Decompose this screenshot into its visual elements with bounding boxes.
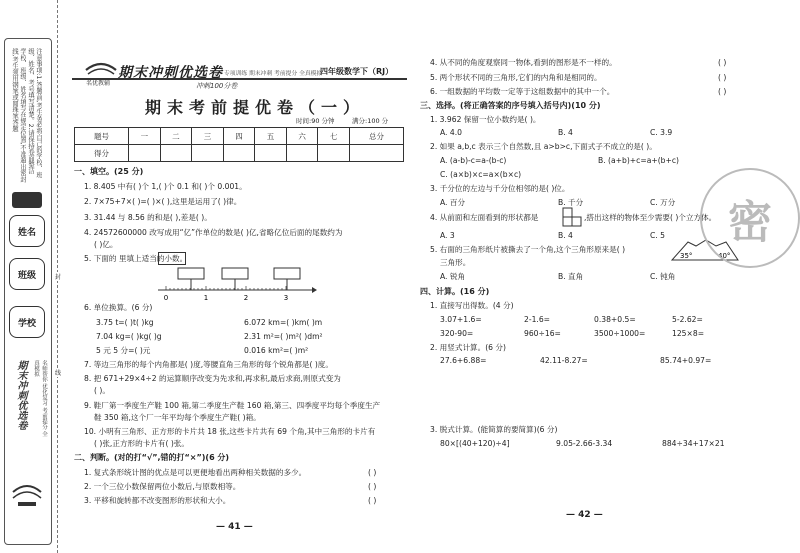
school-field-box [9,306,45,338]
question-3: 3. 31.44 与 8.56 的和是( ),差是( )。 [84,213,212,222]
score-cell[interactable] [192,145,224,162]
page-number: — 41 — [216,522,253,532]
score-cell[interactable] [349,145,403,162]
answer-paren[interactable]: ( ) [718,58,727,67]
calc-item: 5-2.62= [672,315,703,324]
grade-label: 四年级数学下（RJ） [320,67,394,76]
choice-option[interactable]: C. 3.9 [650,128,673,137]
score-table-header: 总分 [349,128,403,145]
calc-item: 85.74+0.97= [660,356,712,365]
score-table-header: 四 [223,128,255,145]
q6-item: 2.31 m²=( )m²( )dm² [244,332,323,341]
class-field-label: 班级 [17,270,36,281]
choice-option[interactable]: A. (a-b)-c=a-(b-c) [440,156,507,165]
judge-3: 3. 平移和旋转都不改变图形的形状和大小。 [84,496,231,505]
score-cell[interactable] [223,145,255,162]
choice-option[interactable]: A. 3 [440,231,455,240]
answer-paren[interactable]: ( ) [718,87,727,96]
calc-item: 960÷16= [524,329,561,338]
judge-2: 2. 一个三位小数保留两位小数后,与原数相等。 [84,482,241,491]
q6-item: 5 元 5 分=( )元 [96,346,151,355]
question-9-cont: 鞋 350 箱,这个厂一年平均每个季度生产鞋( )箱。 [94,413,261,422]
question-1: 1. 8.405 中有( )个 1,( )个 0.1 和( )个 0.001。 [84,182,247,191]
tick-label: 2 [243,294,249,302]
calc-item: 884÷34+17×21 [662,439,725,448]
choice-option[interactable]: B. 4 [558,128,573,137]
choice-1: 1. 3.962 保留一位小数约是( )。 [430,115,541,124]
score-table-header: 五 [255,128,287,145]
tick-label: 0 [163,294,169,302]
judge-5: 5. 两个形状不同的三角形,它们的内角和是相同的。 [430,73,602,82]
calc-item: 125×8= [672,329,705,338]
question-4: 4. 24572600000 改写成用“亿”作单位的数是( )亿,省略亿位后面的尾数约为 [84,228,343,237]
page-title: 期末考前提优卷（一） [145,98,366,117]
judge-1: 1. 复式条形统计图的优点是可以更便地看出两种相关数据的多少。 [84,468,307,477]
dash-label-1: 封 [55,274,62,281]
question-6: 6. 单位换算。(6 分) [84,303,153,312]
choice-4: 4. 从前面和左面看到的形状都是 [430,213,539,222]
angle-label: 40° [718,252,731,260]
section-choice: 三、选择。(将正确答案的序号填入括号内)(10 分) [420,101,601,110]
judge-6: 6. 一组数据的平均数一定等于这组数据中的其中一个。 [430,87,615,96]
dash-label-2: 线 [55,370,62,377]
score-cell[interactable] [129,145,161,162]
page-number: — 42 — [566,510,603,520]
choice-option[interactable]: A. 4.0 [440,128,462,137]
arrow-right-icon [312,287,317,293]
answer-paren[interactable]: ( ) [718,73,727,82]
ribbon: 冲刺100分卷 [196,82,238,90]
choice-2: 2. 如果 a,b,c 表示三个自然数,且 a>b>c,下面式子不成立的是( )。 [430,142,657,151]
header-rule [72,78,407,80]
choice-option[interactable]: B. 直角 [558,272,584,281]
calc-item: 320-90= [440,329,474,338]
section-judge: 二、判断。(对的打“√”,错的打“×”)(6 分) [74,453,230,462]
number-line-figure [150,266,320,302]
brand-sub: 名优教辅 [86,80,111,87]
calc-2: 2. 用竖式计算。(6 分) [430,343,506,352]
score-cell[interactable] [318,145,350,162]
calc-item: 3500÷1000= [594,329,646,338]
book-logo-icon [84,56,118,78]
question-10-cont: ( )张,正方形的卡片有( )张。 [94,439,190,448]
score-table-header: 题号 [75,128,129,145]
question-7: 7. 等边三角形的每个内角都是( )度,等腰直角三角形的每个锐角都是( )度。 [84,360,333,369]
score-table-header: 六 [286,128,318,145]
sidebar-logo [10,470,44,510]
angle-label: 35° [680,252,693,260]
calc-item: 9.05-2.66-3.34 [556,439,613,448]
choice-option[interactable]: B. 千分 [558,198,584,207]
answer-paren[interactable]: ( ) [368,496,377,505]
question-2: 2. 7×75+7×( )=( )×( ),这里是运用了( )律。 [84,197,242,206]
tick-label: 1 [203,294,209,302]
binding-sidebar [0,0,62,553]
sidebar-brand: 期末冲刺优选卷 [15,360,26,430]
sidebar-notice-a: 学校、班级、姓名填写在规定位置,不准超出密封线,考生须用钢笔或圆珠笔答题 [11,48,26,183]
question-8: 8. 把 671+29×4÷2 的运算顺序改变为先求和,再求积,最后求商,则原式变为 [84,374,341,383]
choice-option[interactable]: B. (a+b)+c=a+(b+c) [598,156,679,165]
stamp-text: 密 [728,197,772,248]
confidential-stamp [700,168,800,268]
choice-3: 3. 千分位的左边与千分位相邻的是( )位。 [430,184,570,193]
score-table-header: 二 [160,128,192,145]
q5-answer-box-sample [158,252,186,265]
score-table-row [75,145,404,162]
calc-item: 42.11-8.27= [540,356,588,365]
section-fill-blank: 一、填空。(25 分) [74,167,144,176]
q6-item: 3.75 t=( )t( )kg [96,318,154,327]
tick-label: 3 [283,294,289,302]
choice-option[interactable]: C. 钝角 [650,272,676,281]
score-row-label: 得分 [75,145,129,162]
judge-4: 4. 从不同的角度观察同一物体,看到的图形是不一样的。 [430,58,617,67]
q6-item: 7.04 kg=( )kg( )g [96,332,162,341]
cube-view-figure [562,207,582,227]
calc-item: 2-1.6= [524,315,551,324]
question-9: 9. 鞋厂第一季度生产鞋 100 箱,第二季度生产鞋 160 箱,第三、四季度平均每个季度生产 [84,401,381,410]
answer-paren[interactable]: ( ) [368,482,377,491]
sidebar-logo-caption: 名师帮你 优化复习 考前提分 全真模拟 [33,360,47,437]
question-10: 10. 小明有三角形、正方形的卡片共 18 张,这些卡片共有 69 个角,其中三角形的卡片有 [84,427,376,436]
score-table-header-row [75,128,404,145]
number-line-box[interactable] [178,268,204,279]
number-line-box[interactable] [274,268,300,279]
calc-3: 3. 脱式计算。(能简算的要简算)(6 分) [430,425,558,434]
name-field-box [9,215,45,247]
score-table-header: 一 [129,128,161,145]
q6-item: 6.072 km=( )km( )m [244,318,323,327]
brand-title: 期末冲刺优选卷 [118,65,223,81]
score-cell[interactable] [286,145,318,162]
exam-time: 时间:90 分钟 [296,117,335,125]
question-4-cont: ( )亿。 [94,240,118,249]
calc-item: 80×[(40+120)÷4] [440,439,510,448]
score-cell[interactable] [160,145,192,162]
answer-paren[interactable]: ( ) [368,468,377,477]
calc-1: 1. 直接写出得数。(4 分) [430,301,514,310]
name-field-label: 姓名 [17,227,36,238]
slogan: 专项训练 期末冲刺 考前提分 全真模拟 [224,71,323,77]
choice-5-cont: 三角形。 [440,258,471,267]
choice-option[interactable]: C. (a×b)×c=a×(b×c) [440,170,522,179]
question-5: 5. 下面的 里填上适当的小数。 [84,254,188,263]
score-table-header: 三 [192,128,224,145]
calc-item: 3.07+1.6= [440,315,482,324]
sidebar-notice-b: 注意事项:1.答题前,考生务必将自己的学校、班级、姓名、考号填写清楚。2.请保持卷面整洁 [27,48,42,178]
sidebar-badge [12,192,42,208]
question-8-cont: ( )。 [94,386,110,395]
section-calc: 四、计算。(16 分) [420,287,490,296]
q6-item: 0.016 km²=( )m² [244,346,309,355]
score-cell[interactable] [255,145,287,162]
choice-option[interactable]: A. 百分 [440,198,466,207]
score-table-header: 七 [318,128,350,145]
choice-option[interactable]: C. 5 [650,231,665,240]
calc-item: 27.6+6.88= [440,356,487,365]
choice-4-cont: ,搭出这样的物体至少需要( )个立方体。 [584,213,717,222]
book-logo-icon [10,470,44,510]
class-field-box [9,258,45,290]
choice-option[interactable]: B. 4 [558,231,573,240]
choice-option[interactable]: C. 万分 [650,198,676,207]
header-logo [84,56,118,78]
calc-item: 0.38+0.5= [594,315,636,324]
school-field-label: 学校 [17,318,36,329]
number-line-box[interactable] [222,268,248,279]
choice-option[interactable]: A. 锐角 [440,272,466,281]
choice-5: 5. 右面的三角形纸片被撕去了一个角,这个三角形原来是( ) [430,245,626,254]
full-score: 满分:100 分 [352,117,389,125]
score-table [74,127,404,162]
